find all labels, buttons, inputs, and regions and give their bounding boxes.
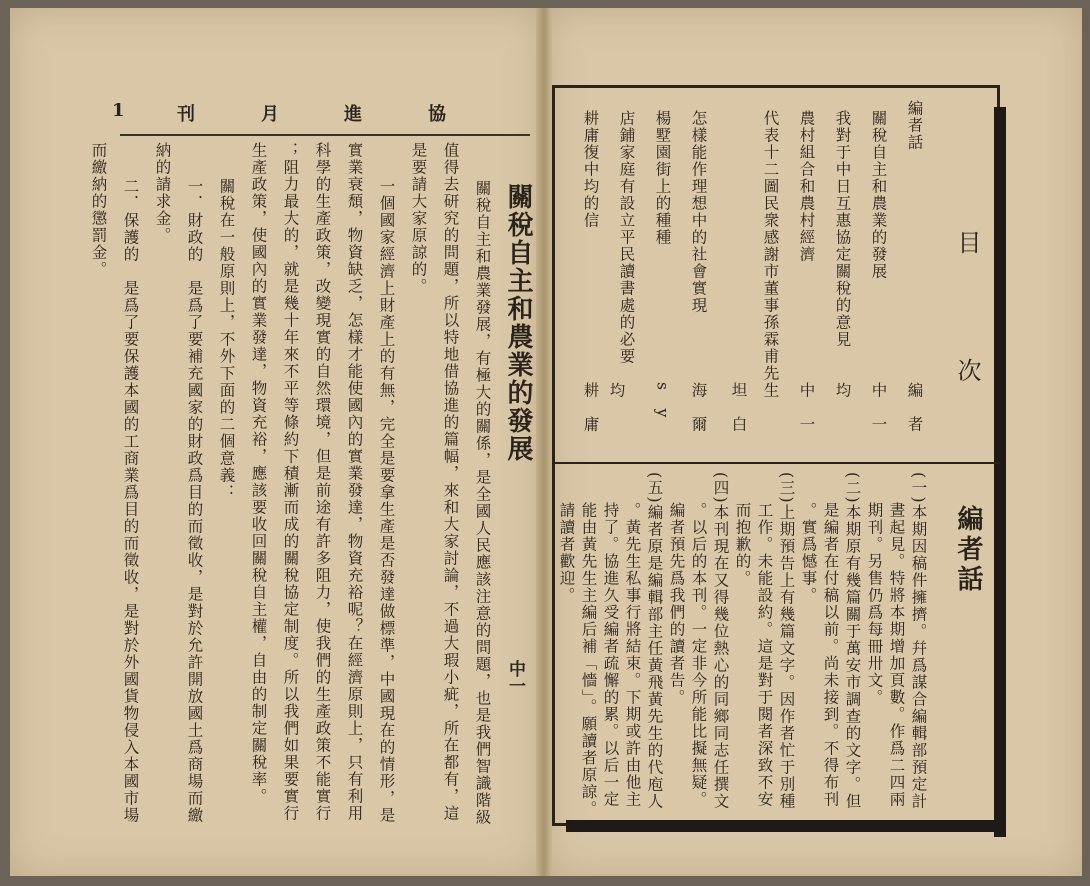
toc-entry-6-title[interactable]: 怎樣能作理想中的社會實現 bbox=[689, 110, 708, 314]
editor-note-column-17: 請讀者歡迎。 bbox=[557, 502, 576, 604]
header-char-1: 協 bbox=[428, 104, 446, 125]
toc-entry-6-author: 海 爾 bbox=[689, 382, 708, 433]
page-number: 1 bbox=[112, 100, 125, 121]
editor-note-column-14: 。黃先生私事行將結束。下期或許由他主 bbox=[623, 502, 642, 808]
body-column-8: 生產政策，使國內的實業發達，物資充裕，應該要收回關稅自主權，自由的制定關稅率。 bbox=[249, 142, 268, 805]
body-column-5: 實業衰頹，物資缺乏，怎樣才能使國內的實業發達，物資充裕呢？在經濟原則上，只有利用 bbox=[345, 142, 364, 822]
header-char-2: 進 bbox=[344, 104, 362, 125]
toc-entry-5-title[interactable]: 代表十二圖民衆感謝市董事孫霖甫先生 bbox=[761, 110, 780, 399]
body-column-11: 納的請求金。 bbox=[153, 142, 172, 244]
editor-note-column-9: 而抱歉的。 bbox=[733, 502, 752, 587]
editor-note-column-7: (三)上期預告上有幾篇文字。因作者忙于別種 bbox=[777, 472, 796, 811]
body-column-2: 值得去研究的問題，所以特地借協進的篇幅，來和大家討論，不過大瑕小疵，所在都有，這 bbox=[441, 142, 460, 822]
book-gutter bbox=[536, 8, 552, 876]
article-title: 關稅自主和農業的發展 bbox=[503, 183, 533, 463]
toc-entry-7-title[interactable]: 楊墅園街上的種種 bbox=[653, 110, 672, 246]
body-column-1: 關稅自主和農業發展，有極大的關係，是全國人民應該注意的問題，也是我們智識階級 bbox=[473, 180, 492, 826]
toc-entry-1-title[interactable]: 編者話 bbox=[905, 100, 924, 151]
contents-divider bbox=[552, 462, 1000, 464]
editor-note-column-5: 是編者在付稿以前。尚未接到。不得布刊 bbox=[821, 502, 840, 808]
body-column-4: 一個國家經濟上財產上的有無，完全是要拿生產是否發達做標準，中國現在的情形，是 bbox=[377, 178, 396, 824]
body-column-7: ；阻力最大的，就是幾十年來不平等條約下積漸而成的關稅協定制度。所以我們如果要實行 bbox=[281, 142, 300, 822]
body-column-9: 關稅在一般原則上，不外下面的二個意義： bbox=[217, 178, 236, 501]
editor-note-heading: 編者話 bbox=[953, 505, 983, 595]
editor-note-column-8: 工作。未能設約。這是對于閱者深致不安 bbox=[755, 502, 774, 808]
editor-note-column-2: 晝起見。特將本期增加頁數。作爲二四兩 bbox=[887, 502, 906, 808]
editor-note-column-4: (二)本期原有幾篇關于萬安市調查的文字。但 bbox=[843, 472, 862, 811]
toc-entry-4-title[interactable]: 農村組合和農村經濟 bbox=[797, 110, 816, 263]
article-author: 中一 bbox=[505, 660, 525, 694]
body-column-3: 是要請大家原諒的。 bbox=[409, 142, 428, 295]
toc-entry-9-title[interactable]: 耕庸復中均的信 bbox=[581, 110, 600, 229]
body-column-12: 二．保護的 是爲了要保護本國的工商業爲目的而徵收，是對於外國貨物侵入本國市場 bbox=[121, 178, 140, 824]
toc-entry-2-author: 中 一 bbox=[869, 382, 888, 433]
editor-note-column-13: (五)編者原是編輯部主任黃飛黃先生的代庖人 bbox=[645, 472, 664, 811]
toc-entry-5-author: 坦 白 bbox=[729, 382, 748, 433]
editor-note-column-10: (四)本刊現在又得幾位熱心的同鄉同志任撰文 bbox=[711, 472, 730, 811]
toc-entry-9-author: 耕 庸 bbox=[581, 382, 600, 433]
editor-note-column-11: 。以后的本刊。一定非今所能比擬無疑。 bbox=[689, 502, 708, 808]
box-shadow-right bbox=[994, 107, 1006, 837]
editor-note-column-15: 持了。協進久受編者疏懈的累。以后一定 bbox=[601, 502, 620, 808]
left-page bbox=[10, 8, 542, 876]
header-rule bbox=[120, 134, 530, 136]
toc-entry-8-author: 均 bbox=[607, 382, 626, 399]
body-column-6: 科學的生產政策，改變現實的自然環境，但是前途有許多阻力，使我們的生產政策不能實行 bbox=[313, 142, 332, 822]
toc-entry-2-title[interactable]: 關稅自主和農業的發展 bbox=[869, 110, 888, 280]
editor-note-column-1: (一)本期因稿件擁擠。幷爲謀合編輯部預定計 bbox=[909, 472, 928, 811]
editor-note-column-6: 。實爲憾事。 bbox=[799, 502, 818, 604]
editor-note-column-16: 能由黃先生主編后補「懎」。願讀者原諒。 bbox=[579, 502, 598, 818]
editor-note-column-3: 期刊。另售仍爲每冊卅文。 bbox=[865, 502, 884, 706]
toc-entry-4-author: 中 一 bbox=[797, 382, 816, 433]
header-char-4: 刊 bbox=[177, 104, 195, 125]
header-char-3: 月 bbox=[261, 104, 279, 125]
toc-entry-7-author: s y bbox=[653, 382, 672, 419]
toc-entry-3-title[interactable]: 我對于中日互惠協定關稅的意見 bbox=[833, 110, 852, 348]
toc-entry-3-author: 均 bbox=[833, 382, 852, 399]
toc-entry-1-author: 編 者 bbox=[905, 382, 924, 433]
toc-heading: 目 次 bbox=[953, 230, 981, 422]
editor-note-column-12: 編者預先爲我們的讀者告。 bbox=[667, 502, 686, 706]
body-column-13: 而繳納的懲罰金。 bbox=[89, 142, 108, 278]
toc-entry-8-title[interactable]: 店鋪家庭有設立平民讀書處的必要 bbox=[617, 110, 636, 365]
box-shadow-bottom bbox=[566, 820, 1006, 832]
body-column-10: 一．財政的 是爲了要補充國家的財政爲目的而徵收，是對於允許開放國土爲商場而繳 bbox=[185, 178, 204, 824]
